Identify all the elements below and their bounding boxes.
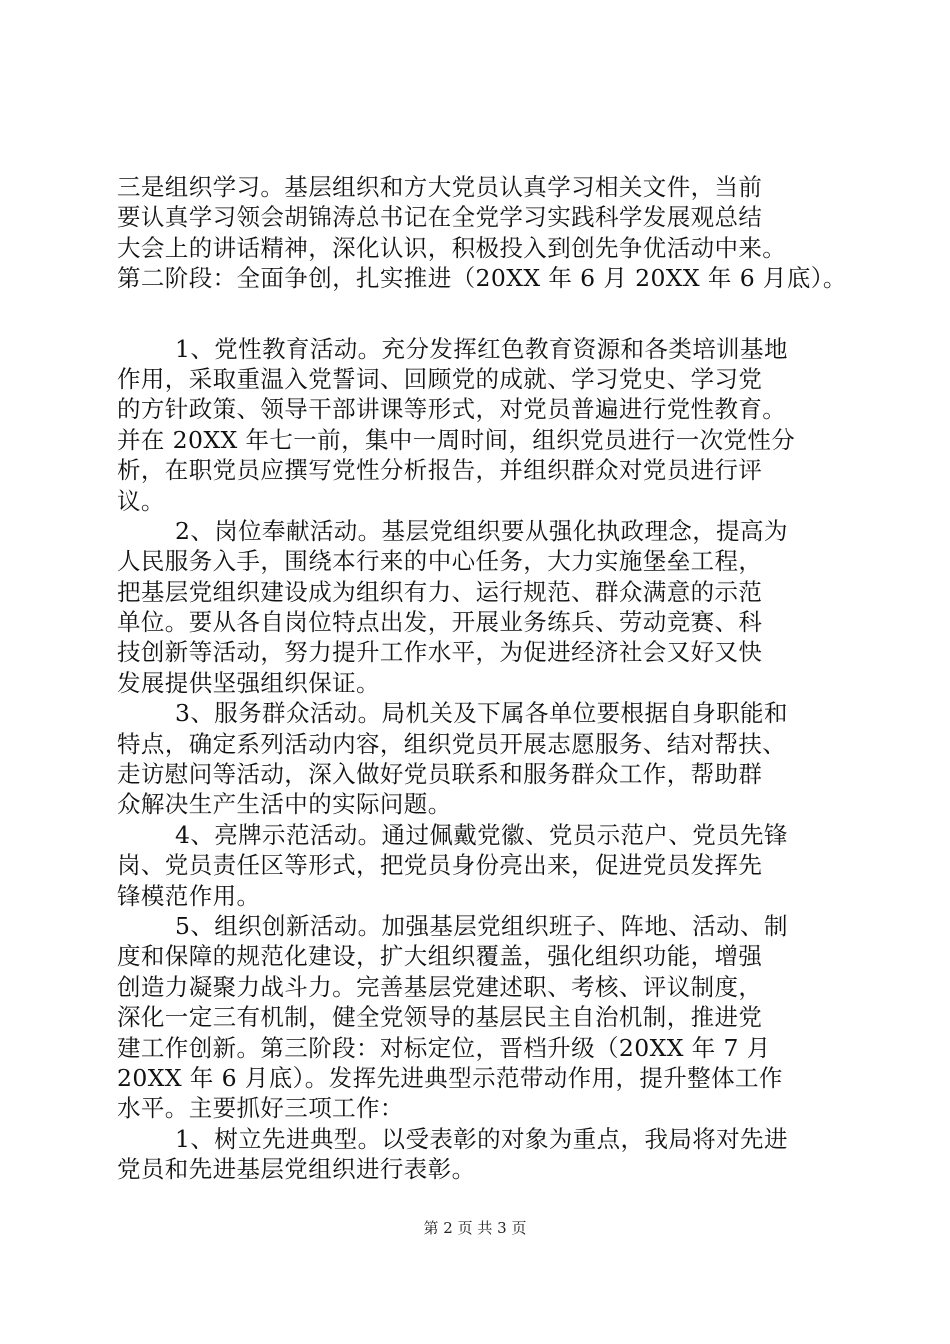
paragraph-line: 深化一定三有机制，健全党领导的基层民主自治机制，推进党 bbox=[117, 1003, 763, 1032]
paragraph-line: 1、党性教育活动。充分发挥红色教育资源和各类培训基地 bbox=[175, 334, 788, 363]
paragraph-line: 4、亮牌示范活动。通过佩戴党徽、党员示范户、党员先锋 bbox=[175, 820, 788, 849]
paragraph-line: 人民服务入手，围绕本行来的中心任务，大力实施堡垒工程， bbox=[117, 547, 763, 576]
paragraph bbox=[117, 698, 837, 820]
paragraph-gap bbox=[117, 294, 837, 334]
paragraph-line: 单位。要从各自岗位特点出发，开展业务练兵、劳动竞赛、科 bbox=[117, 608, 763, 637]
paragraph bbox=[117, 911, 837, 1124]
paragraph-line: 度和保障的规范化建设，扩大组织覆盖，强化组织功能，增强 bbox=[117, 942, 763, 971]
paragraph bbox=[117, 516, 837, 698]
paragraph-line: 并在 20XX 年七一前，集中一周时间，组织党员进行一次党性分 bbox=[117, 425, 796, 454]
paragraph-line: 把基层党组织建设成为组织有力、运行规范、群众满意的示范 bbox=[117, 577, 763, 606]
paragraph-line: 发展提供坚强组织保证。 bbox=[117, 668, 380, 697]
paragraph-line: 众解决生产生活中的实际问题。 bbox=[117, 790, 452, 819]
paragraph-line: 岗、党员责任区等形式，把党员身份亮出来，促进党员发挥先 bbox=[117, 851, 763, 880]
paragraph-line: 技创新等活动，努力提升工作水平，为促进经济社会又好又快 bbox=[117, 638, 763, 667]
paragraph-line: 锋模范作用。 bbox=[117, 881, 261, 910]
paragraph-line: 20XX 年 6 月底）。发挥先进典型示范带动作用，提升整体工作 bbox=[117, 1063, 783, 1092]
paragraph-line: 作用，采取重温入党誓词、回顾党的成就、学习党史、学习党 bbox=[117, 364, 763, 393]
page-footer: 第 2 页 共 3 页 bbox=[423, 1219, 527, 1237]
paragraph-line: 5、组织创新活动。加强基层党组织班子、阵地、活动、制 bbox=[175, 911, 788, 940]
paragraph-line: 走访慰问等活动，深入做好党员联系和服务群众工作，帮助群 bbox=[117, 760, 763, 789]
paragraph-line: 3、服务群众活动。局机关及下属各单位要根据自身职能和 bbox=[175, 699, 788, 728]
paragraph-line: 建工作创新。第三阶段：对标定位，晋档升级（20XX 年 7 月 bbox=[117, 1033, 771, 1062]
paragraph-line: 议。 bbox=[117, 486, 165, 515]
paragraph-line: 大会上的讲话精神，深化认识，积极投入到创先争优活动中来。 bbox=[117, 233, 787, 262]
paragraph-line: 2、岗位奉献活动。基层党组织要从强化执政理念，提高为 bbox=[175, 516, 788, 545]
paragraph-line: 特点，确定系列活动内容，组织党员开展志愿服务、结对帮扶、 bbox=[117, 729, 787, 758]
paragraph-line: 创造力凝聚力战斗力。完善基层党建述职、考核、评议制度， bbox=[117, 972, 763, 1001]
paragraph-line: 三是组织学习。基层组织和方大党员认真学习相关文件，当前 bbox=[117, 173, 763, 201]
paragraph bbox=[117, 1124, 837, 1185]
paragraph bbox=[117, 172, 847, 294]
paragraph bbox=[117, 820, 837, 911]
paragraph-line: 1、树立先进典型。以受表彰的对象为重点，我局将对先进 bbox=[175, 1124, 788, 1153]
document-body bbox=[117, 172, 847, 1185]
paragraph-line: 党员和先进基层党组织进行表彰。 bbox=[117, 1155, 476, 1184]
paragraph-line: 第二阶段：全面争创，扎实推进（20XX 年 6 月 20XX 年 6 月底）。 bbox=[117, 264, 847, 293]
paragraph-line: 的方针政策、领导干部讲课等形式，对党员普遍进行党性教育。 bbox=[117, 395, 787, 424]
paragraph-line: 要认真学习领会胡锦涛总书记在全党学习实践科学发展观总结 bbox=[117, 203, 763, 232]
paragraph-line: 析，在职党员应撰写党性分析报告，并组织群众对党员进行评 bbox=[117, 456, 763, 485]
paragraph bbox=[117, 334, 837, 516]
paragraph-line: 水平。主要抓好三项工作： bbox=[117, 1094, 404, 1123]
